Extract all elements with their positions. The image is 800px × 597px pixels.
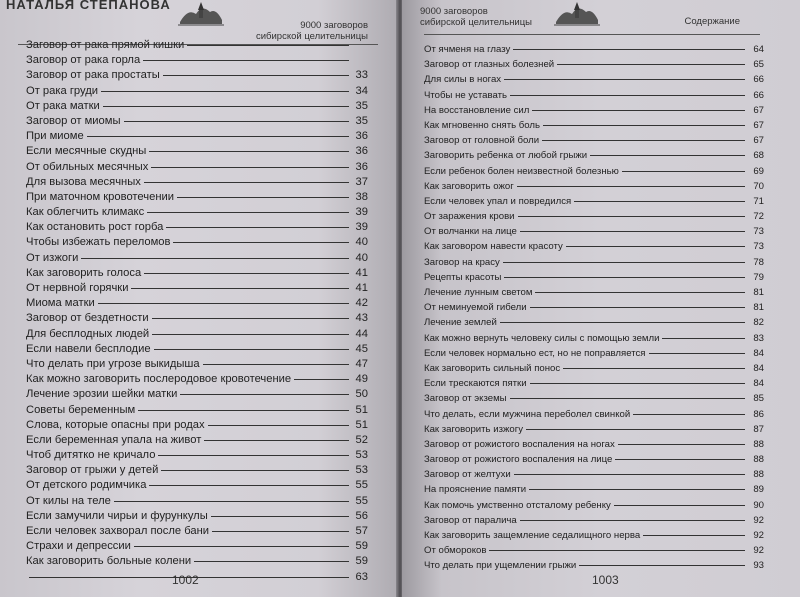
- toc-entry: [26, 38, 368, 53]
- toc-entry: [26, 403, 368, 418]
- toc-entry-title: Заговор от глазных болезней: [424, 59, 555, 71]
- toc-leader-line: [504, 79, 745, 80]
- section-label: Содержание: [684, 16, 740, 27]
- toc-leader-line: [166, 227, 349, 228]
- toc-entry: [26, 220, 368, 235]
- toc-entry-title: На прояснение памяти: [424, 484, 527, 496]
- toc-leader-line: [503, 262, 745, 263]
- toc-leader-line: [134, 546, 349, 547]
- toc-entry-page: 72: [753, 211, 764, 223]
- toc-entry-title: Если человек упал и повредился: [424, 195, 572, 207]
- toc-entry: [424, 270, 764, 285]
- toc-entry-title: Чтоб дитятко не кричало: [26, 449, 156, 462]
- toc-entry-title: От изжоги: [26, 251, 79, 264]
- toc-entry: [424, 437, 764, 452]
- toc-entry-title: Лечение лунным светом: [424, 287, 533, 298]
- toc-leader-line: [535, 292, 745, 293]
- toc-entry-page: 53: [355, 449, 368, 462]
- toc-entry-title: От рака груди: [26, 84, 99, 97]
- toc-leader-line: [530, 383, 745, 384]
- toc-entry-page: 70: [753, 180, 764, 192]
- toc-leader-line: [662, 338, 745, 339]
- toc-entry: [26, 68, 368, 83]
- book-title-line-2: сибирской целительницы: [255, 31, 368, 42]
- toc-entry-title: Миома матки: [26, 297, 95, 310]
- toc-entry-title: Заговор от бездетности: [26, 312, 149, 325]
- toc-entry-title: Если ребенок болен неизвестной болезнью: [424, 165, 619, 177]
- toc-entry-page: 36: [355, 160, 368, 173]
- toc-entry-title: Как заговорить сильный понос: [424, 362, 561, 374]
- toc-entry: [26, 266, 368, 281]
- book-title-header-right: [420, 6, 532, 28]
- toc-leader-line: [557, 64, 745, 65]
- toc-entry-page: 47: [355, 357, 368, 370]
- toc-leader-line: [563, 368, 745, 369]
- toc-entry-page: 81: [753, 287, 764, 298]
- toc-entry-title: Заговор от рожистого воспаления на ногах: [424, 438, 615, 450]
- toc-entry-title: Заговор от рака прямой кишки: [26, 39, 185, 51]
- toc-entry-title: От заражения крови: [424, 211, 515, 223]
- left-page: [0, 0, 398, 597]
- toc-leader-line: [103, 106, 349, 107]
- toc-entry-title: От рака матки: [26, 99, 100, 112]
- toc-leader-line: [615, 459, 745, 460]
- toc-entry: [26, 129, 368, 144]
- toc-entry-page: 92: [753, 514, 764, 526]
- toc-entry-title: Как заговорить изжогу: [424, 423, 524, 435]
- toc-entry-title: Заговор от грыжи у детей: [26, 464, 159, 477]
- toc-entry-title: От неминуемой гибели: [424, 302, 527, 314]
- toc-entry: [424, 164, 764, 179]
- toc-leader-line: [208, 425, 349, 426]
- toc-entry-page: 69: [753, 165, 764, 177]
- book-title-line-1: 9000 заговоров: [300, 20, 368, 31]
- toc-entry-title: Что делать, если мужчина переболел свинкой: [424, 408, 631, 420]
- toc-leader-line: [163, 75, 349, 76]
- toc-leader-line: [138, 410, 349, 411]
- toc-entry-page: 66: [753, 74, 764, 86]
- toc-entry-page: 66: [753, 89, 764, 101]
- toc-leader-line: [294, 379, 349, 380]
- toc-entry-title: От килы на теле: [26, 494, 111, 507]
- toc-leader-line: [149, 485, 349, 486]
- toc-entry: [26, 99, 368, 114]
- toc-entry: [26, 478, 368, 493]
- toc-entry-title: Как заговорить ожог: [424, 180, 514, 192]
- toc-entry: [424, 376, 764, 391]
- toc-entry: [26, 387, 368, 402]
- toc-entry-title: Заговор на красу: [424, 256, 500, 268]
- toc-entry-page: 78: [753, 256, 764, 268]
- toc-leader-line: [529, 489, 745, 490]
- toc-entry-title: Для силы в ногах: [424, 74, 502, 86]
- toc-leader-line: [124, 121, 349, 122]
- book-title-line-1: 9000 заговоров: [420, 6, 488, 17]
- toc-entry-page: 49: [355, 373, 368, 386]
- toc-entry-title: Лечение эрозии шейки матки: [26, 388, 178, 401]
- toc-entry-page: 37: [355, 175, 368, 188]
- toc-entry-title: От детского родимчика: [26, 479, 147, 492]
- landscape-vignette-icon: [554, 0, 600, 26]
- toc-leader-line: [151, 167, 349, 168]
- toc-entry: [424, 194, 764, 209]
- toc-entry-page: 86: [753, 408, 764, 420]
- toc-entry-title: От нервной горячки: [26, 282, 129, 294]
- toc-entry: [26, 357, 368, 372]
- toc-entry: [424, 209, 764, 224]
- toc-entry-title: Как облегчить климакс: [26, 206, 145, 219]
- toc-entry-title: От обмороков: [424, 545, 487, 557]
- toc-entry-title: Если замучили чирьи и фурункулы: [26, 509, 208, 522]
- toc-leader-line: [143, 60, 349, 61]
- toc-leader-line: [500, 322, 745, 323]
- toc-leader-line: [152, 318, 349, 319]
- toc-entry-page: 84: [753, 347, 764, 359]
- toc-entry-title: Заговор от головной боли: [424, 135, 540, 147]
- header-rule: [424, 34, 760, 35]
- toc-entry-title: Чтобы избежать переломов: [26, 236, 171, 249]
- toc-entry-title: Как заговорить голоса: [26, 266, 142, 279]
- toc-leader-line: [513, 49, 745, 50]
- toc-entry-title: Если навели бесплодие: [26, 342, 151, 355]
- toc-leader-line: [532, 110, 745, 111]
- toc-entry-title: Если человек нормально ест, но не поправляется: [424, 347, 646, 359]
- toc-leader-line: [520, 520, 745, 521]
- toc-leader-line: [542, 140, 745, 141]
- toc-entry-title: Если человек захворал после бани: [26, 525, 210, 537]
- toc-leader-line: [211, 516, 349, 517]
- toc-leader-line: [614, 505, 745, 506]
- toc-entry: [26, 327, 368, 342]
- toc-entry-page: 51: [355, 403, 368, 416]
- toc-entry: [26, 509, 368, 524]
- toc-entry-page: 55: [355, 494, 368, 507]
- toc-entry-title: Что делать при ущемлении грыжи: [424, 560, 577, 572]
- toc-entry-page: 35: [355, 114, 368, 127]
- toc-entry: [424, 103, 764, 118]
- toc-entry-page: 39: [355, 206, 368, 219]
- toc-entry: [26, 433, 368, 448]
- toc-entry-page: 38: [355, 190, 368, 203]
- toc-entry: [424, 224, 764, 239]
- toc-entry: [424, 300, 764, 315]
- toc-entry-page: 40: [355, 251, 368, 264]
- toc-entry: [26, 311, 368, 326]
- toc-entry: [26, 84, 368, 99]
- toc-list-right: [424, 42, 764, 574]
- toc-entry-title: Чтобы не уставать: [424, 89, 507, 101]
- toc-entry-title: Советы беременным: [26, 403, 136, 416]
- toc-entry-title: От волчанки на лице: [424, 226, 517, 238]
- toc-leader-line: [152, 334, 349, 335]
- toc-entry-title: При миоме: [26, 130, 84, 143]
- toc-entry: [424, 133, 764, 148]
- toc-leader-line: [81, 258, 349, 259]
- toc-entry-page: 92: [753, 545, 764, 557]
- toc-entry-page: 88: [753, 454, 764, 466]
- toc-entry: [424, 467, 764, 482]
- toc-entry-title: Заговор от рака горла: [26, 54, 141, 67]
- toc-entry-title: Заговор от паралича: [424, 514, 517, 526]
- toc-entry-page: 36: [355, 130, 368, 143]
- toc-entry: [26, 418, 368, 433]
- toc-entry: [424, 179, 764, 194]
- toc-entry-page: 93: [753, 560, 764, 572]
- toc-leader-line: [566, 246, 745, 247]
- toc-entry-page: 39: [355, 221, 368, 234]
- toc-entry-page: 33: [355, 69, 368, 82]
- toc-entry-title: На восстановление сил: [424, 104, 530, 116]
- toc-entry-title: Заговор от рака простаты: [26, 69, 160, 82]
- toc-leader-line: [98, 303, 349, 304]
- toc-entry: [424, 315, 764, 330]
- toc-entry: [26, 342, 368, 357]
- toc-leader-line: [517, 186, 745, 187]
- toc-leader-line: [131, 288, 349, 289]
- toc-entry: [26, 235, 368, 250]
- toc-entry: [424, 482, 764, 497]
- toc-entry: [424, 148, 764, 163]
- toc-entry-title: Для бесплодных людей: [26, 327, 150, 340]
- toc-entry: [26, 554, 368, 569]
- toc-leader-line: [144, 182, 349, 183]
- page-number-left: 1002: [172, 573, 199, 587]
- toc-entry-page: 73: [753, 241, 764, 253]
- toc-leader-line: [149, 151, 349, 152]
- toc-entry-page: 52: [355, 433, 368, 446]
- toc-entry-title: Если месячные скудны: [26, 145, 147, 158]
- toc-leader-line: [154, 349, 349, 350]
- toc-entry-title: При маточном кровотечении: [26, 190, 174, 203]
- toc-entry-page: 56: [355, 509, 368, 522]
- toc-leader-line: [518, 216, 745, 217]
- toc-entry: [26, 251, 368, 266]
- toc-entry: [26, 205, 368, 220]
- toc-entry: [26, 114, 368, 129]
- toc-entry-page: 67: [753, 104, 764, 116]
- toc-entry-page: 67: [753, 119, 764, 131]
- toc-entry-title: Как заговорить защемление седалищного нерва: [424, 530, 641, 541]
- toc-entry-page: 71: [753, 195, 764, 207]
- toc-leader-line: [194, 561, 349, 562]
- toc-leader-line: [649, 353, 745, 354]
- toc-entry-page: 85: [753, 393, 764, 405]
- toc-entry-title: Для вызова месячных: [26, 175, 141, 188]
- toc-entry-page: 90: [753, 499, 764, 511]
- toc-entry-page: 89: [753, 484, 764, 496]
- toc-entry-page: 92: [753, 530, 764, 541]
- toc-leader-line: [526, 429, 745, 430]
- toc-entry-page: 57: [355, 525, 368, 537]
- toc-entry-title: Страхи и депрессии: [26, 540, 131, 553]
- toc-entry: [26, 296, 368, 311]
- toc-entry-page: 63: [355, 570, 368, 583]
- toc-entry: [26, 372, 368, 387]
- toc-entry: [424, 239, 764, 254]
- toc-entry: [424, 407, 764, 422]
- book-title-line-2: сибирской целительницы: [420, 17, 533, 28]
- toc-entry-page: 87: [753, 423, 764, 435]
- toc-leader-line: [180, 394, 349, 395]
- toc-entry-page: 65: [753, 59, 764, 71]
- running-title: НАТАЛЬЯ СТЕПАНОВА: [6, 0, 171, 12]
- toc-entry-page: 88: [753, 438, 764, 450]
- toc-entry-page: 68: [753, 150, 764, 162]
- toc-entry-page: 79: [753, 271, 764, 283]
- toc-entry-page: 50: [355, 388, 368, 401]
- toc-leader-line: [161, 470, 349, 471]
- toc-entry-page: 40: [355, 236, 368, 249]
- toc-entry: [26, 463, 368, 478]
- toc-entry: [424, 346, 764, 361]
- toc-entry-title: Рецепты красоты: [424, 271, 502, 283]
- toc-entry-page: 59: [355, 540, 368, 553]
- toc-entry-title: Заговор от экземы: [424, 393, 507, 405]
- toc-leader-line: [203, 364, 349, 365]
- toc-entry-title: Заговор от миомы: [26, 114, 121, 127]
- toc-entry-page: 41: [355, 282, 368, 294]
- toc-entry-title: От ячменя на глазу: [424, 44, 511, 55]
- toc-entry: [26, 281, 368, 296]
- toc-leader-line: [643, 535, 745, 536]
- toc-leader-line: [177, 197, 349, 198]
- toc-leader-line: [543, 125, 745, 126]
- toc-leader-line: [520, 231, 745, 232]
- toc-list-left: [26, 38, 368, 585]
- toc-leader-line: [618, 444, 745, 445]
- toc-entry: [424, 57, 764, 72]
- toc-entry: [26, 494, 368, 509]
- toc-entry-page: 84: [753, 378, 764, 390]
- right-page: [402, 0, 800, 597]
- toc-entry-page: 83: [753, 332, 764, 344]
- toc-entry-page: 73: [753, 226, 764, 238]
- toc-entry-title: От обильных месячных: [26, 160, 149, 173]
- toc-entry: [424, 361, 764, 376]
- toc-entry-page: 81: [753, 302, 764, 314]
- toc-entry: [424, 422, 764, 437]
- toc-entry: [26, 53, 368, 68]
- toc-leader-line: [510, 95, 745, 96]
- toc-entry: [26, 160, 368, 175]
- toc-leader-line: [530, 307, 745, 308]
- toc-entry: [424, 285, 764, 300]
- toc-entry: [424, 42, 764, 57]
- toc-entry: [424, 255, 764, 270]
- toc-entry-title: Как можно заговорить послеродовое кровотечение: [26, 373, 292, 386]
- toc-leader-line: [204, 440, 349, 441]
- toc-entry: [424, 528, 764, 543]
- toc-entry-page: 88: [753, 469, 764, 481]
- toc-entry: [424, 391, 764, 406]
- toc-entry: [424, 72, 764, 87]
- toc-entry: [424, 331, 764, 346]
- toc-leader-line: [187, 45, 349, 46]
- toc-entry-title: Как заговорить больные колени: [26, 555, 192, 568]
- toc-leader-line: [212, 531, 349, 532]
- toc-entry-title: Заговор от рожистого воспаления на лице: [424, 454, 613, 466]
- toc-entry: [424, 513, 764, 528]
- toc-entry: [424, 118, 764, 133]
- toc-entry-page: 44: [355, 327, 368, 340]
- toc-entry-page: 55: [355, 479, 368, 492]
- toc-entry: [424, 498, 764, 513]
- toc-leader-line: [114, 501, 349, 502]
- toc-entry-page: 59: [355, 555, 368, 568]
- toc-entry-page: 53: [355, 464, 368, 477]
- landscape-vignette-icon: [178, 0, 224, 26]
- toc-leader-line: [590, 155, 745, 156]
- toc-entry: [424, 88, 764, 103]
- toc-leader-line: [622, 171, 745, 172]
- page-number-right: 1003: [592, 573, 619, 587]
- toc-entry-title: Как помочь умственно отсталому ребенку: [424, 499, 611, 511]
- toc-leader-line: [633, 414, 745, 415]
- toc-entry-title: Как можно вернуть человеку силы с помощью земли: [424, 332, 660, 344]
- toc-entry-title: Лечение землей: [424, 317, 497, 329]
- toc-entry-page: 43: [355, 312, 368, 325]
- toc-entry: [26, 144, 368, 159]
- toc-entry-title: Если трескаются пятки: [424, 378, 527, 390]
- toc-entry-page: 41: [355, 266, 368, 279]
- toc-entry-title: Как остановить рост горба: [26, 221, 164, 234]
- toc-leader-line: [101, 91, 349, 92]
- toc-entry-page: 42: [355, 297, 368, 310]
- toc-entry-page: 35: [355, 99, 368, 112]
- toc-entry-page: 84: [753, 362, 764, 374]
- toc-leader-line: [579, 565, 745, 566]
- toc-entry-title: Если беременная упала на живот: [26, 433, 202, 446]
- toc-entry: [26, 175, 368, 190]
- toc-leader-line: [514, 474, 745, 475]
- toc-entry-title: Как заговором навести красоту: [424, 241, 563, 253]
- toc-entry: [424, 558, 764, 573]
- toc-leader-line: [489, 550, 745, 551]
- toc-leader-line: [158, 455, 349, 456]
- toc-leader-line: [144, 273, 349, 274]
- toc-entry: [26, 448, 368, 463]
- toc-leader-line: [173, 242, 349, 243]
- toc-entry: [424, 452, 764, 467]
- toc-entry-page: 45: [355, 342, 368, 355]
- toc-entry: [26, 190, 368, 205]
- toc-entry-page: 64: [753, 44, 764, 55]
- toc-entry: [26, 539, 368, 554]
- toc-entry-title: Заговорить ребенка от любой грыжи: [424, 150, 588, 162]
- toc-entry-title: Заговор от желтухи: [424, 469, 511, 481]
- toc-entry-page: 36: [355, 145, 368, 158]
- toc-leader-line: [574, 201, 745, 202]
- toc-entry-title: Как мгновенно снять боль: [424, 119, 541, 131]
- toc-leader-line: [510, 398, 745, 399]
- toc-leader-line: [504, 277, 745, 278]
- toc-entry-page: 82: [753, 317, 764, 329]
- toc-entry-title: Что делать при угрозе выкидыша: [26, 357, 200, 370]
- toc-entry-title: Слова, которые опасны при родах: [26, 418, 205, 431]
- toc-leader-line: [147, 212, 349, 213]
- toc-leader-line: [87, 136, 349, 137]
- toc-entry-page: 51: [355, 418, 368, 431]
- toc-entry: [26, 524, 368, 539]
- toc-entry-page: 34: [355, 84, 368, 97]
- toc-entry-page: 67: [753, 135, 764, 147]
- toc-entry: [424, 543, 764, 558]
